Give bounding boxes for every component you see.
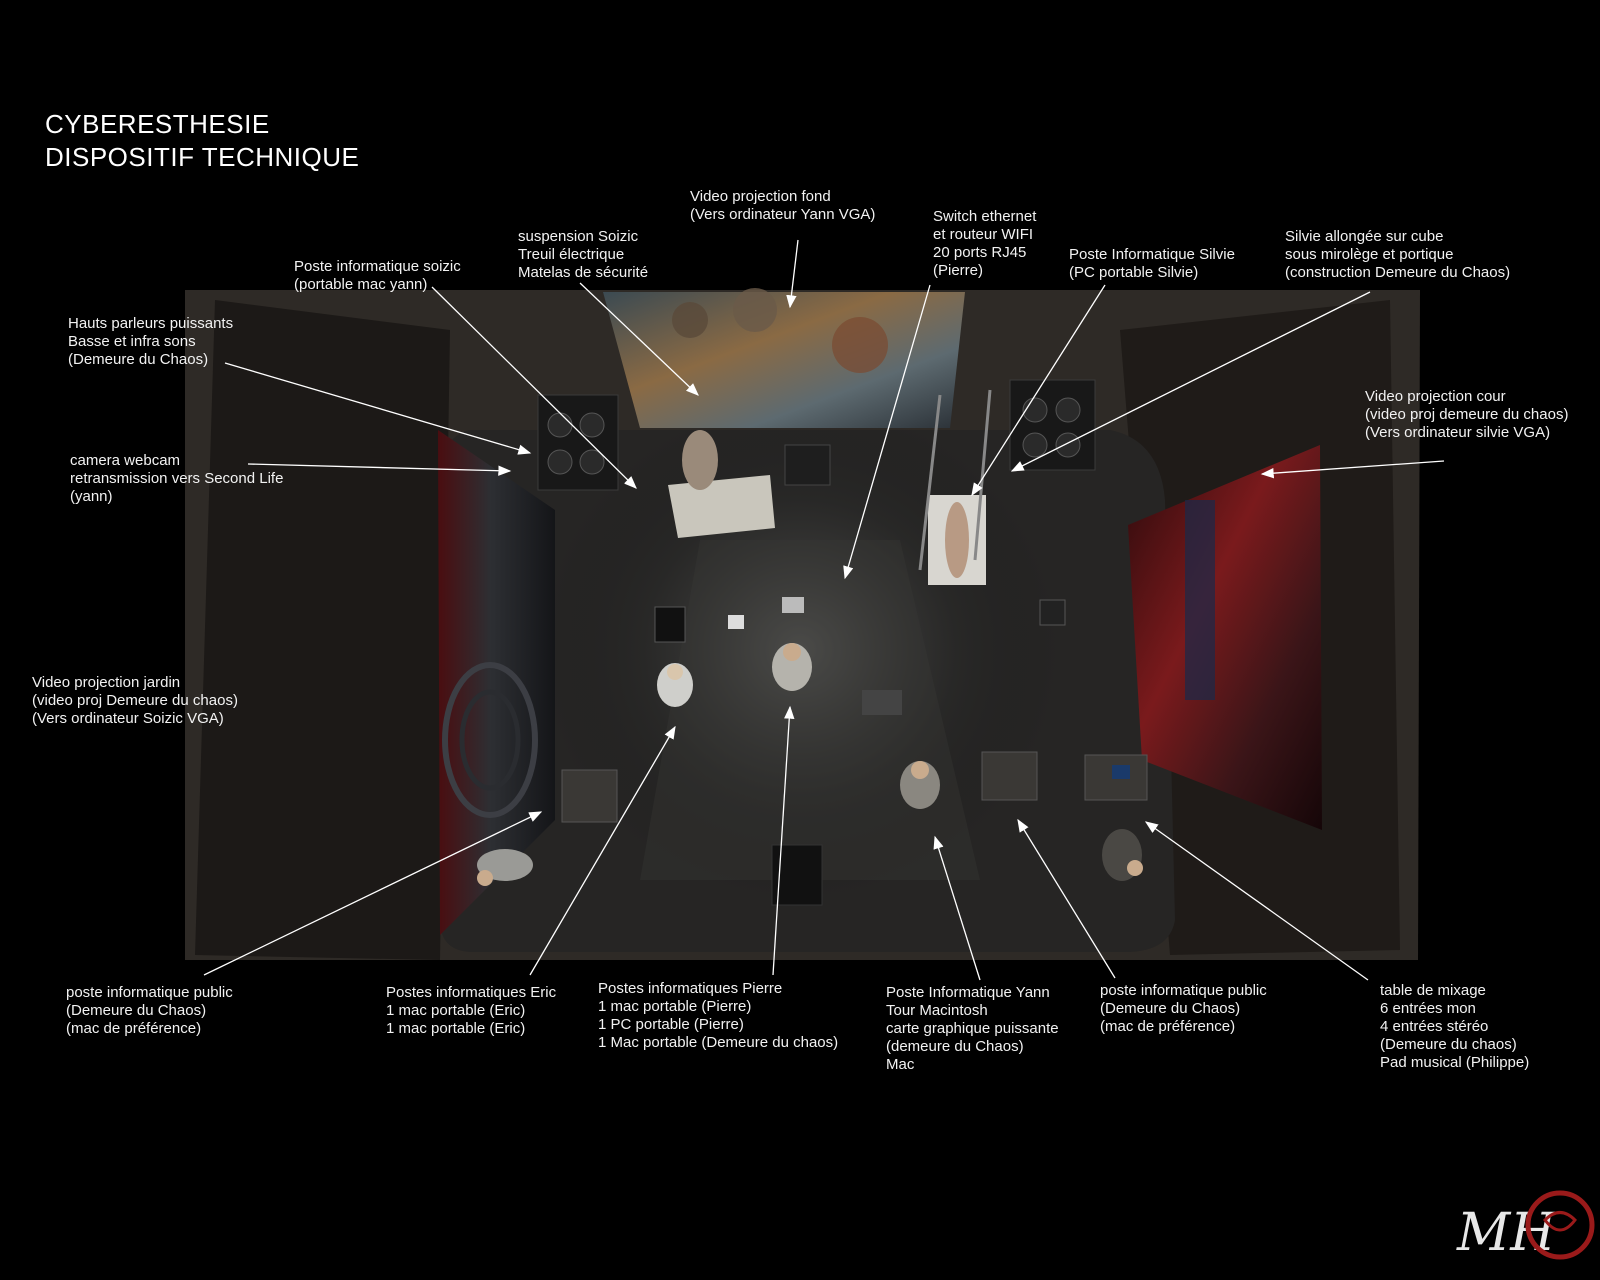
person-head — [667, 664, 683, 680]
speaker-left — [538, 395, 618, 490]
label-line: sous mirolège et portique — [1285, 246, 1454, 263]
person-head — [783, 643, 801, 661]
label-line: poste informatique public — [1100, 982, 1267, 999]
label-line: Silvie allongée sur cube — [1285, 228, 1444, 245]
speaker-cone — [1056, 398, 1080, 422]
label-hauts-parleurs — [68, 315, 233, 369]
laptop — [728, 615, 744, 629]
logo-text: MH — [1457, 1203, 1556, 1263]
label-line: 1 mac portable (Pierre) — [598, 998, 752, 1015]
label-line: et routeur WIFI — [933, 226, 1034, 243]
label-line: poste informatique public — [66, 984, 233, 1001]
screen-fond-detail — [672, 302, 708, 338]
label-line: (Pierre) — [933, 262, 984, 279]
screen-cour-detail — [1185, 500, 1215, 700]
label-line: Poste Informatique Silvie — [1069, 246, 1235, 263]
label-line: Matelas de sécurité — [518, 264, 649, 281]
screen-fond-detail — [733, 288, 777, 332]
room-inner-wall-left — [195, 300, 450, 960]
label-line: Hauts parleurs puissants — [68, 315, 234, 332]
title-line-2: DISPOSITIF TECHNIQUE — [45, 142, 360, 172]
label-public-right — [1100, 982, 1267, 1036]
label-silvie-cube — [1285, 228, 1510, 282]
label-line: Treuil électrique — [518, 246, 625, 263]
label-mixage — [1380, 982, 1529, 1072]
video-screen-fond — [603, 292, 965, 428]
speaker-cone — [580, 450, 604, 474]
person-head — [911, 761, 929, 779]
mixing-screen — [1112, 765, 1130, 779]
label-line: (demeure du Chaos) — [886, 1038, 1024, 1055]
label-camera — [70, 452, 283, 506]
label-line: Tour Macintosh — [886, 1002, 988, 1019]
label-line: (yann) — [70, 488, 113, 505]
label-line: Postes informatiques Eric — [386, 984, 557, 1001]
label-line: (PC portable Silvie) — [1069, 264, 1199, 281]
label-line: table de mixage — [1380, 982, 1486, 999]
label-line: Poste informatique soizic — [294, 258, 461, 275]
label-eric — [386, 984, 556, 1038]
label-line: 1 PC portable (Pierre) — [598, 1016, 744, 1033]
label-line: (Demeure du Chaos) — [66, 1002, 207, 1019]
desk-public-right — [982, 752, 1037, 800]
label-line: (Demeure du Chaos) — [1100, 1000, 1241, 1017]
speaker-cone — [1023, 433, 1047, 457]
desk-public-left — [562, 770, 617, 822]
label-line: 1 Mac portable (Demeure du chaos) — [598, 1034, 839, 1051]
speaker-right — [1010, 380, 1095, 470]
author-logo — [1455, 1180, 1595, 1270]
label-line: retransmission vers Second Life — [70, 470, 284, 487]
desk-eric — [655, 607, 685, 642]
label-line: (Vers ordinateur Yann VGA) — [690, 206, 876, 223]
label-line: Poste Informatique Yann — [886, 984, 1050, 1001]
label-line: (video proj Demeure du chaos) — [32, 692, 238, 709]
label-video-cour — [1365, 388, 1568, 442]
laptop — [782, 597, 804, 613]
label-line: (portable mac yann) — [294, 276, 428, 293]
label-video-jardin — [32, 674, 238, 728]
label-switch — [933, 208, 1036, 280]
label-line: (video proj demeure du chaos) — [1365, 406, 1569, 423]
person-head — [1127, 860, 1143, 876]
label-line: (Vers ordinateur silvie VGA) — [1365, 424, 1551, 441]
label-line: (construction Demeure du Chaos) — [1285, 264, 1511, 281]
label-poste-silvie — [1069, 246, 1235, 282]
label-line: 1 mac portable (Eric) — [386, 1020, 526, 1037]
label-line: Basse et infra sons — [68, 333, 196, 350]
label-line: (mac de préférence) — [66, 1020, 202, 1037]
label-line: suspension Soizic — [518, 228, 639, 245]
label-line: 4 entrées stéréo — [1380, 1018, 1489, 1035]
speaker-cone — [548, 413, 572, 437]
label-poste-soizic — [294, 258, 461, 294]
label-line: (Vers ordinateur Soizic VGA) — [32, 710, 224, 727]
title-line-1: CYBERESTHESIE — [45, 109, 270, 139]
label-public-left — [66, 984, 233, 1038]
label-line: 20 ports RJ45 — [933, 244, 1027, 261]
label-line: Video projection fond — [690, 188, 831, 205]
label-yann — [886, 984, 1059, 1074]
label-line: Postes informatiques Pierre — [598, 980, 783, 997]
switch-box — [1040, 600, 1065, 625]
label-video-fond — [690, 188, 875, 224]
label-line: (Demeure du Chaos) — [68, 351, 209, 368]
desk-yann-left — [862, 690, 902, 715]
projector-stand — [772, 845, 822, 905]
diagram-title — [45, 108, 359, 174]
label-line: (Demeure du chaos) — [1380, 1036, 1517, 1053]
person-head — [477, 870, 493, 886]
label-line: 1 mac portable (Eric) — [386, 1002, 526, 1019]
screen-fond-detail — [832, 317, 888, 373]
label-line: carte graphique puissante — [886, 1020, 1059, 1037]
label-line: (mac de préférence) — [1100, 1018, 1236, 1035]
speaker-cone — [548, 450, 572, 474]
label-line: 6 entrées mon — [1380, 1000, 1476, 1017]
label-suspension — [518, 228, 648, 282]
safety-mattress — [668, 475, 775, 538]
speaker-cone — [1023, 398, 1047, 422]
lying-performer — [945, 502, 969, 578]
label-line: Mac — [886, 1056, 915, 1073]
label-pierre — [598, 980, 838, 1052]
speaker-center — [785, 445, 830, 485]
suspended-performer — [682, 430, 718, 490]
speaker-cone — [1056, 433, 1080, 457]
label-line: camera webcam — [70, 452, 181, 469]
label-line: Pad musical (Philippe) — [1380, 1054, 1530, 1071]
label-line: Video projection cour — [1365, 388, 1506, 405]
label-line: Switch ethernet — [933, 208, 1037, 225]
speaker-cone — [580, 413, 604, 437]
label-line: Video projection jardin — [32, 674, 181, 691]
